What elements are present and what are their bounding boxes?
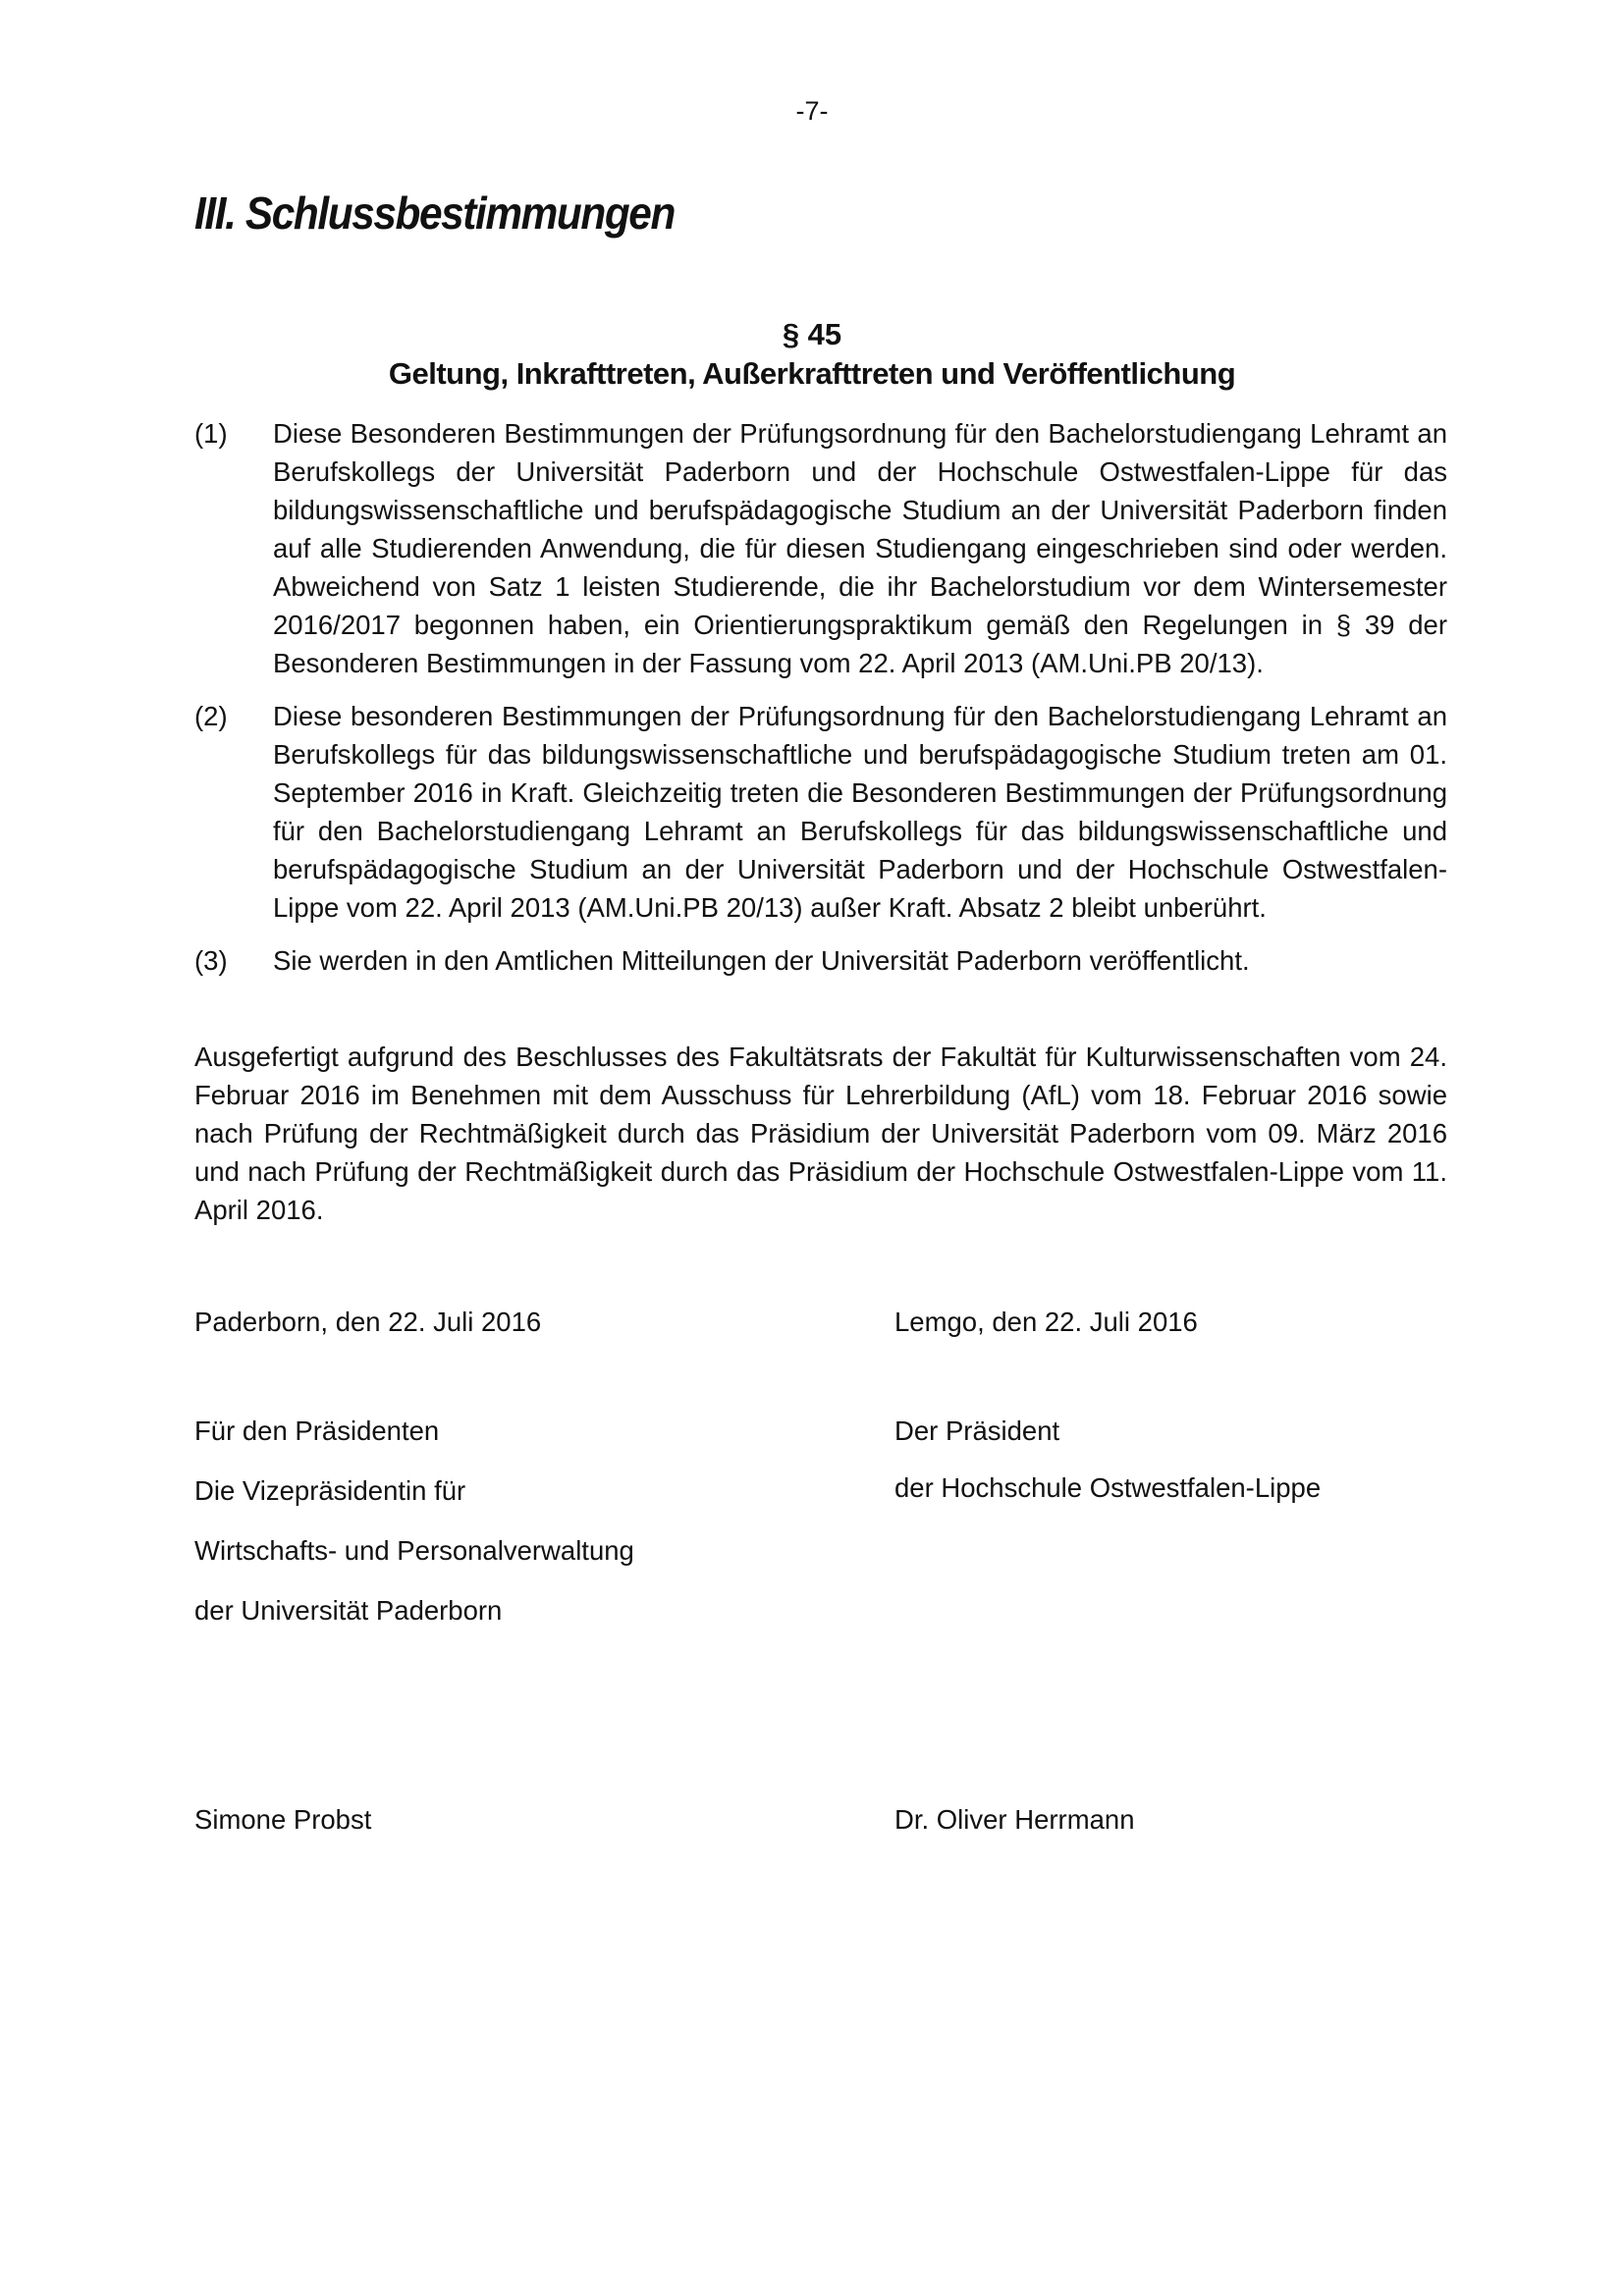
- place-date: Paderborn, den 22. Juli 2016: [194, 1307, 542, 1337]
- signatory-role-line: Wirtschafts- und Personalverwaltung: [194, 1535, 634, 1566]
- paragraph-number: § 45: [782, 317, 842, 351]
- signatory-name: Dr. Oliver Herrmann: [894, 1804, 1135, 1835]
- clause-number: (1): [194, 418, 228, 449]
- clause-text: Diese besonderen Bestimmungen der Prüfungsordnung für den Bachelorstudiengang Lehramt an Berufskollegs für das bildungswissenschaftliche und berufspädagogische Studium treten am 01. September 2016 in Kraft. Gleichzeitig treten die Besonderen Bestimmungen der Prüfungsordnung für den Bachelorstudiengang Lehramt an Berufskollegs für das bildungswissenschaftliche und berufspädagogische Studium an der Universität Paderborn und der Hochschule Ostwestfalen-Lippe vom 22. April 2013 (AM.Uni.PB 20/13) außer Kraft. Absatz 2 bleibt unberührt.: [273, 701, 1447, 923]
- clause-list: [194, 414, 1447, 994]
- place-date: Lemgo, den 22. Juli 2016: [894, 1307, 1198, 1337]
- signatory-role-line: der Hochschule Ostwestfalen-Lippe: [894, 1472, 1322, 1503]
- signatory-name: Simone Probst: [194, 1804, 372, 1835]
- execution-statement: Ausgefertigt aufgrund des Beschlusses des Fakultätsrats der Fakultät für Kulturwissenschaften vom 24. Februar 2016 im Benehmen mit dem Ausschuss für Lehrerbildung (AfL) vom 18. Februar 2016 sowie nach Prüfung der Rechtmäßigkeit durch das Präsidium der Universität Paderborn vom 09. März 2016 und nach Prüfung der Rechtmäßigkeit durch das Präsidium der Hochschule Ostwestfalen-Lippe vom 11. April 2016.: [194, 1041, 1447, 1225]
- paragraph-title: Geltung, Inkrafttreten, Außerkrafttreten und Veröffentlichung: [388, 356, 1236, 391]
- clause-number: (3): [194, 945, 228, 976]
- signatory-role-line: der Universität Paderborn: [194, 1595, 503, 1626]
- signatory-role-line: Der Präsident: [894, 1415, 1060, 1446]
- clause-2: [194, 697, 1447, 927]
- page-number: -7-: [795, 96, 829, 126]
- clause-3: [194, 941, 1447, 980]
- signatory-role-line: Für den Präsidenten: [194, 1415, 440, 1446]
- section-heading: III. Schlussbestimmungen: [194, 187, 675, 239]
- clause-text: Diese Besonderen Bestimmungen der Prüfungsordnung für den Bachelorstudiengang Lehramt an Berufskollegs der Universität Paderborn und der Hochschule Ostwestfalen-Lippe für das bildungswissenschaftliche und berufspädagogische Studium an der Universität Paderborn finden auf alle Studierenden Anwendung, die für diesen Studiengang eingeschrieben sind oder werden. Abweichend von Satz 1 leisten Studierende, die ihr Bachelorstudium vor dem Wintersemester 2016/2017 begonnen haben, ein Orientierungspraktikum gemäß den Regelungen in § 39 der Besonderen Bestimmungen in der Fassung vom 22. April 2013 (AM.Uni.PB 20/13).: [273, 418, 1447, 678]
- clause-text: Sie werden in den Amtlichen Mitteilungen der Universität Paderborn veröffentlicht.: [273, 945, 1250, 976]
- clause-number: (2): [194, 701, 228, 731]
- signatory-role-line: Die Vizepräsidentin für: [194, 1475, 466, 1506]
- clause-1: [194, 414, 1447, 682]
